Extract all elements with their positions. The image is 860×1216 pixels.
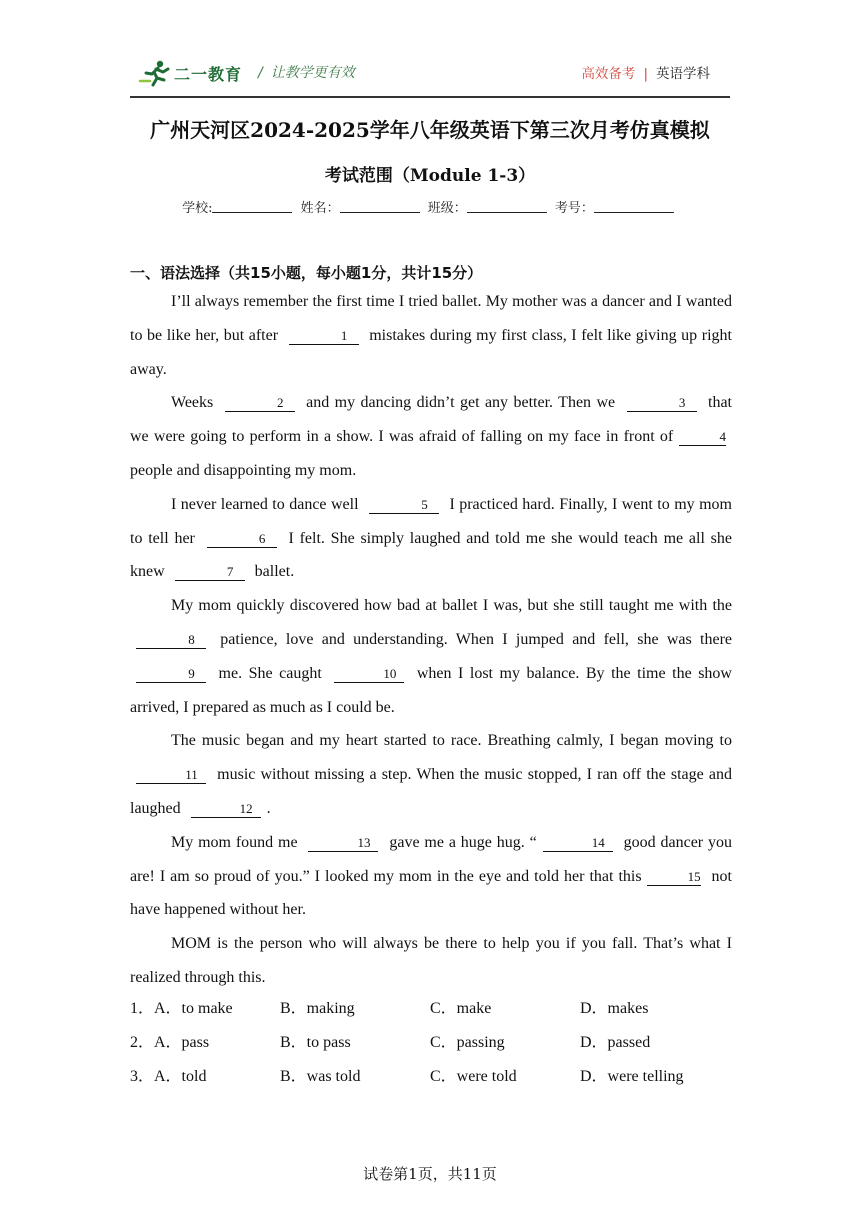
option-c[interactable]: C．were told bbox=[430, 1068, 517, 1085]
logo bbox=[138, 58, 242, 88]
option-b[interactable]: B．making bbox=[280, 1000, 355, 1017]
student-info-line bbox=[0, 197, 860, 216]
blank-6[interactable]: 6 bbox=[207, 531, 277, 548]
school-label: 学校: bbox=[182, 201, 213, 216]
blank-8[interactable]: 8 bbox=[136, 632, 206, 649]
blank-15[interactable]: 15 bbox=[647, 869, 701, 886]
logo-text: 二一教育 bbox=[174, 64, 243, 84]
passage-paragraph bbox=[130, 386, 732, 487]
header-divider bbox=[130, 96, 730, 98]
passage-text: . bbox=[266, 799, 271, 817]
option-d[interactable]: D．passed bbox=[580, 1034, 651, 1051]
class-label: 班级： bbox=[427, 201, 467, 216]
question-1-options bbox=[130, 995, 732, 1029]
name-field[interactable] bbox=[340, 200, 420, 213]
class-field[interactable] bbox=[467, 200, 547, 213]
number-label: 考号： bbox=[554, 201, 594, 216]
blank-14[interactable]: 14 bbox=[543, 835, 613, 852]
section-title: 一、语法选择（共15小题，每小题1分，共计15分） bbox=[130, 264, 483, 282]
blank-9[interactable]: 9 bbox=[136, 666, 206, 683]
option-b[interactable]: B．was told bbox=[280, 1068, 361, 1085]
passage-text: when I lost my balance. By the time the show arrived, I prepared as much as I could be. bbox=[130, 664, 732, 716]
name-label: 姓名： bbox=[300, 201, 340, 216]
blank-12[interactable]: 12 bbox=[191, 801, 261, 818]
tag-exam-prep: 高效备考 bbox=[581, 66, 636, 82]
passage-text: I felt. She simply laughed and told me she would teach me all she knew bbox=[130, 529, 733, 581]
passage-paragraph bbox=[130, 285, 732, 386]
passage-text: and my dancing didn’t get any better. Then we bbox=[300, 394, 621, 412]
runner-logo-icon bbox=[138, 59, 172, 87]
passage-text: patience, love and understanding. When I jumped and fell, she was there bbox=[212, 630, 732, 648]
passage-text: Weeks bbox=[171, 394, 219, 412]
blank-7[interactable]: 7 bbox=[175, 564, 245, 581]
option-d[interactable]: D．were telling bbox=[580, 1068, 684, 1085]
passage-text: people and disappointing my mom. bbox=[130, 461, 357, 479]
option-a[interactable]: 2．A．pass bbox=[130, 1034, 210, 1051]
passage-text: I’ll always remember the first time I tried ballet. My mother was a dancer and I wanted to be like her, but after bbox=[130, 293, 732, 344]
passage-text: that we were going to perform in a show. I was afraid of falling on my face in front of bbox=[130, 394, 733, 446]
passage-text: music without missing a step. When the music stopped, I ran off the stage and laughed bbox=[130, 766, 732, 817]
blank-2[interactable]: 2 bbox=[225, 395, 295, 412]
page-header bbox=[130, 52, 730, 96]
option-b[interactable]: B．to pass bbox=[280, 1034, 351, 1051]
option-c[interactable]: C．make bbox=[430, 1000, 492, 1017]
question-3-options bbox=[130, 1063, 732, 1097]
passage-text: I practiced hard. Finally, I went to my mom to tell her bbox=[130, 495, 733, 547]
slogan: / 让教学更有效 bbox=[258, 65, 355, 81]
exam-scope: 考试范围（Module 1-3） bbox=[324, 166, 536, 186]
cloze-passage bbox=[130, 285, 732, 995]
passage-text: The music began and my heart started to race. Breathing calmly, I began moving to bbox=[171, 732, 732, 750]
number-field[interactable] bbox=[594, 200, 674, 213]
blank-11[interactable]: 11 bbox=[136, 767, 206, 784]
passage-paragraph bbox=[130, 589, 732, 724]
school-field[interactable] bbox=[212, 200, 292, 213]
option-c[interactable]: C．passing bbox=[430, 1034, 505, 1051]
blank-13[interactable]: 13 bbox=[308, 835, 378, 852]
passage-text: ballet. bbox=[250, 563, 295, 581]
passage-text: My mom quickly discovered how bad at ballet I was, but she still taught me with the bbox=[171, 597, 732, 615]
passage-text: MOM is the person who will always be there to help you if you fall. That’s what I realized through this. bbox=[130, 935, 732, 986]
option-a[interactable]: 3．A．told bbox=[130, 1068, 207, 1085]
passage-text: I never learned to dance well bbox=[171, 495, 363, 513]
blank-1[interactable]: 1 bbox=[289, 328, 359, 345]
passage-text: me. She caught bbox=[212, 664, 329, 682]
page-title: 广州天河区2024-2025学年八年级英语下第三次月考仿真模拟 bbox=[150, 118, 710, 142]
answer-options bbox=[130, 995, 732, 1097]
passage-paragraph bbox=[130, 826, 732, 927]
blank-5[interactable]: 5 bbox=[369, 497, 439, 514]
passage-text: gave me a huge hug. “ bbox=[384, 833, 537, 851]
option-d[interactable]: D．makes bbox=[580, 1000, 649, 1017]
passage-paragraph bbox=[130, 488, 732, 589]
passage-text: not have happened without her. bbox=[130, 867, 733, 919]
passage-text: My mom found me bbox=[171, 833, 303, 851]
page-footer: 试卷第1页，共11页 bbox=[363, 1165, 497, 1183]
passage-paragraph bbox=[130, 724, 732, 825]
question-2-options bbox=[130, 1029, 732, 1063]
passage-text: mistakes during my first class, I felt like giving up right away. bbox=[130, 326, 732, 378]
passage-paragraph bbox=[130, 927, 732, 995]
blank-3[interactable]: 3 bbox=[627, 395, 697, 412]
header-tags: 高效备考 | 英语学科 bbox=[581, 66, 710, 82]
option-a[interactable]: 1．A．to make bbox=[130, 1000, 233, 1017]
blank-4[interactable]: 4 bbox=[679, 429, 727, 446]
passage-text: good dancer you are! I am so proud of you.” I looked my mom in the eye and told her that this bbox=[130, 833, 732, 885]
blank-10[interactable]: 10 bbox=[334, 666, 404, 683]
tag-subject: 英语学科 bbox=[656, 66, 710, 82]
